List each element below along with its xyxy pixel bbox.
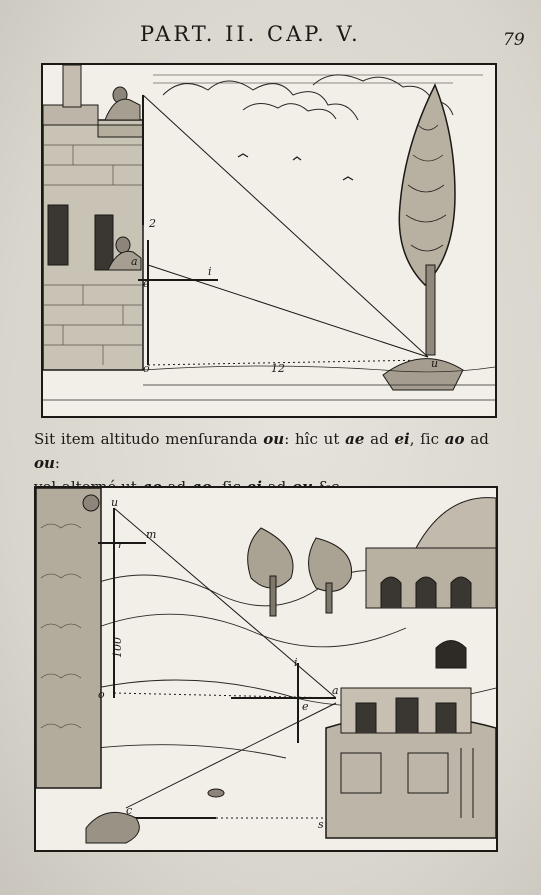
caption-text: Sit item altitudo menſuranda (34, 430, 264, 448)
caption-label: ae (345, 430, 365, 448)
caption-label: ou (34, 454, 55, 472)
sight-lines (143, 95, 428, 365)
caption-label: ei (394, 430, 410, 448)
label-o: o (143, 362, 150, 375)
label-r: r (118, 538, 124, 551)
label-u: u (111, 496, 119, 509)
caption-text: , ſic (409, 430, 445, 448)
cypress-tree (383, 85, 463, 390)
woodcut-tower-tree-drawing (43, 65, 495, 416)
caption-label: ao (444, 430, 465, 448)
label-s: s (318, 818, 324, 831)
measuring-staffs (138, 95, 218, 365)
birds (238, 154, 353, 180)
label-i: i (294, 656, 298, 669)
page-number: 79 (503, 30, 525, 50)
trees (248, 528, 352, 616)
label-2: 2 (149, 217, 156, 230)
woodcut-tower-tree (41, 63, 497, 418)
label-e: e (143, 277, 150, 290)
label-100: 100 (111, 637, 124, 658)
label-a: a (332, 684, 339, 697)
caption-label: ou (263, 430, 285, 448)
label-12: 12 (271, 362, 285, 375)
label-e: e (302, 700, 309, 713)
tower (43, 65, 143, 370)
woodcut-wall-fort (34, 486, 498, 852)
stone (208, 789, 224, 797)
woodcut-wall-fort-drawing (36, 488, 496, 850)
label-i: i (208, 265, 212, 278)
label-m: m (146, 528, 157, 541)
label-c: c (126, 804, 133, 817)
domed-building (366, 498, 496, 668)
label-u: u (431, 357, 439, 370)
cross-staffs (98, 508, 336, 818)
caption-line-1 (34, 427, 504, 475)
label-a: a (131, 255, 138, 268)
sight-lines (114, 508, 336, 818)
label-o: o (98, 688, 105, 701)
caption-text: ad (464, 430, 489, 448)
caption-text: ad (364, 430, 395, 448)
round-fort (326, 688, 496, 838)
caption-text: : (54, 454, 60, 472)
wall (36, 488, 101, 788)
caption-text: : hîc ut (284, 430, 346, 448)
running-title: PART. II. CAP. V. (140, 22, 361, 46)
